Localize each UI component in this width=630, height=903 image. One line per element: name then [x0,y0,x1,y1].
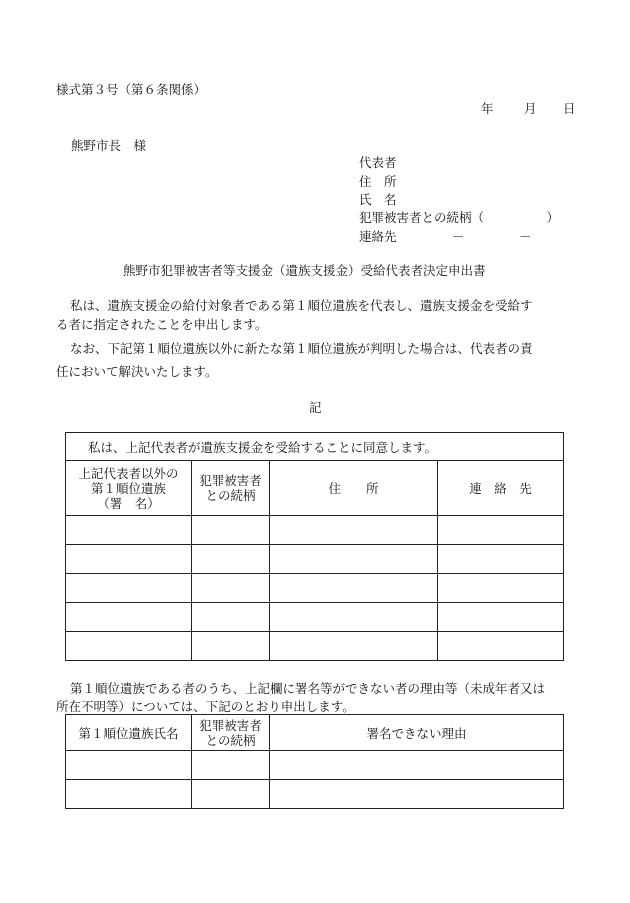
header-reason: 署名できない理由 [270,715,564,751]
table-row [66,751,564,780]
paragraph-1-line-1: 私は、遺族支援金の給付対象者である第１順位遺族を代表し、遺族支援金を受給す [70,298,533,313]
document-title: 熊野市犯罪被害者等支援金（遺族支援金）受給代表者決定申出書 [123,263,486,278]
header-relationship-2-line-1: 犯罪被害者 [199,717,262,733]
contact-cell[interactable] [438,632,564,661]
address-cell[interactable] [270,574,438,603]
relationship-cell[interactable] [192,751,270,780]
relationship-cell[interactable] [192,574,270,603]
signature-cell[interactable] [66,574,192,603]
table-row [66,574,564,603]
header-other-survivors-line-1: 上記代表者以外の [78,465,179,481]
header-other-survivors-line-3: （署 名） [97,495,160,511]
relationship-cell[interactable] [192,603,270,632]
contact-cell[interactable] [438,545,564,574]
address-label: 住 所 [359,174,397,189]
relationship-cell[interactable] [192,780,270,809]
table-row [66,780,564,809]
address-cell[interactable] [270,516,438,545]
paragraph-2-line-1: なお、下記第１順位遺族以外に新たな第１順位遺族が判明した場合は、代表者の責 [70,341,533,356]
header-relationship-line-1: 犯罪被害者 [199,473,262,488]
relationship-cell[interactable] [192,516,270,545]
table-row [66,632,564,661]
table-row [66,545,564,574]
address-cell[interactable] [270,632,438,661]
relationship-cell[interactable] [192,545,270,574]
form-number: 様式第３号（第６条関係） [56,82,207,97]
header-survivor-name: 第１順位遺族氏名 [66,715,192,751]
header-relationship-line-2: との続柄 [205,488,256,503]
table-row [66,516,564,545]
ki-heading: 記 [309,400,322,415]
signature-cell[interactable] [66,632,192,661]
address-cell[interactable] [270,603,438,632]
note-line-2: 所在不明等）については、下記のとおり申出します。 [56,699,355,714]
survivor-name-cell[interactable] [66,780,192,809]
header-contact: 連 絡 先 [438,461,564,516]
note-line-1: 第１順位遺族である者のうち、上記欄に署名等ができない者の理由等（未成年者又は [70,681,546,696]
date-month-label: 月 [524,101,537,116]
date-day-label: 日 [563,101,576,116]
contact-cell[interactable] [438,574,564,603]
addressee: 熊野市長 様 [71,138,147,153]
contact-dash-2: － [519,229,532,244]
relationship-cell[interactable] [192,632,270,661]
reason-table [65,714,564,809]
header-address: 住 所 [270,461,438,516]
name-label: 氏 名 [359,192,397,207]
header-relationship-2 [192,715,270,751]
contact-label: 連絡先 [359,229,397,244]
table-row [66,603,564,632]
agreement-statement: 私は、上記代表者が遺族支援金を受給することに同意します。 [66,433,564,461]
header-relationship-2-line-2: との続柄 [205,732,256,748]
representative-label: 代表者 [359,155,397,170]
header-other-survivors-line-2: 第１順位遺族 [90,480,166,496]
signature-cell[interactable] [66,545,192,574]
contact-dash-1: － [452,229,465,244]
signature-table [65,432,564,661]
reason-cell[interactable] [270,780,564,809]
address-cell[interactable] [270,545,438,574]
signature-cell[interactable] [66,516,192,545]
header-relationship [192,461,270,516]
contact-cell[interactable] [438,516,564,545]
signature-cell[interactable] [66,603,192,632]
reason-cell[interactable] [270,751,564,780]
date-year-label: 年 [481,101,494,116]
paragraph-1-line-2: る者に指定されたことを申出します。 [56,317,268,332]
survivor-name-cell[interactable] [66,751,192,780]
paragraph-2-line-2: 任において解決いたします。 [56,364,218,379]
header-other-survivors [66,461,192,516]
relationship-label: 犯罪被害者との続柄（ ） [359,210,560,225]
contact-cell[interactable] [438,603,564,632]
